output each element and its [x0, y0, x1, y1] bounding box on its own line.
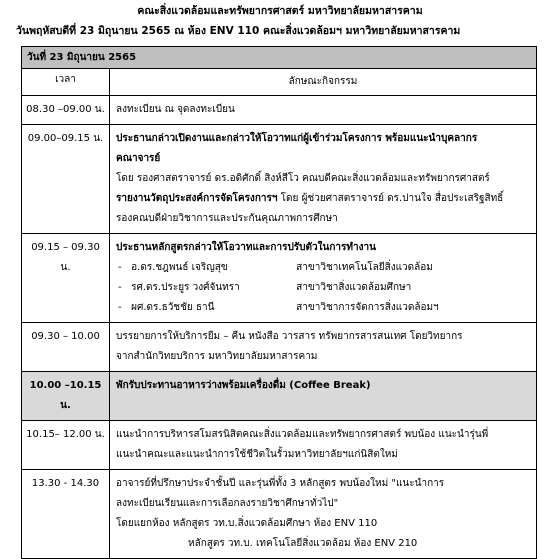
activity-cell [110, 125, 536, 233]
person-name: ผศ.ดร.ธวัชชัย ธานี [131, 302, 215, 313]
schedule-table [21, 46, 537, 559]
activity-line: จากสำนักวิทยบริการ มหาวิทยาลัยมหาสารคาม [116, 351, 318, 362]
time-cell: 13.30 - 14.30 [22, 470, 110, 558]
activity-line: โดย รองศาสตราจารย์ ดร.อดิศักดิ์ สิงห์สีโว คณบดีคณะสิ่งแวดล้อมและทรัพยากรศาสตร์ [116, 173, 490, 184]
activity-line: พักรับประทานอาหารว่างพร้อมเครื่องดื่ม (Coffee Break) [116, 380, 371, 391]
time-cell: 10.00 –10.15 น. [22, 372, 110, 420]
document-header-line-2: วันพฤหัสบดีที่ 23 มิถุนายน 2565 ณ ห้อง ENV 110 คณะสิ่งแวดล้อมฯ มหาวิทยาลัยมหาสารคาม [16, 25, 461, 37]
time-cell: 09.15 – 09.30 น. [22, 234, 110, 322]
activity-cell [110, 421, 536, 469]
time-cell: 09.30 – 10.00 [22, 323, 110, 371]
table-row [22, 323, 536, 372]
activity-line: บรรยายการให้บริการยืม – คืน หนังสือ วารสาร ทรัพยากรสารสนเทศ โดยวิทยากร [116, 331, 463, 342]
person-role: สาขาวิชาการจัดการสิ่งแวดล้อมฯ [296, 302, 439, 313]
activity-line: ลงทะเบียนเรียนและการเลือกลงรายวิชาศึกษาทั่วไป" [116, 498, 339, 509]
activity-text: โดย ผู้ช่วยศาสตราจารย์ ดร.ปานใจ สื่อประเสริฐสิทธิ์ [277, 193, 504, 204]
activity-line: รองคณบดีฝ่ายวิชาการและประกันคุณภาพการศึกษา [116, 213, 338, 224]
activity-line: หลักสูตร วท.บ. เทคโนโลยีสิ่งแวดล้อม ห้อง ENV 210 [188, 538, 418, 549]
activity-line: แนะนำคณะและแนะนำการใช้ชีวิตในรั้วมหาวิทยาลัยฯแก่นิสิตใหม่ [116, 449, 398, 460]
activity-line: คณาจารย์ [116, 153, 161, 164]
activity-bold-text: รายงานวัตถุประสงค์การจัดโครงการฯ [116, 193, 278, 204]
time-cell: 09.00–09.15 น. [22, 125, 110, 233]
person-role: สาขาวิชาเทคโนโลยีสิ่งแวดล้อม [296, 262, 433, 273]
table-row [22, 125, 536, 234]
activity-cell [110, 470, 536, 558]
list-item: - รศ.ดร.ประยูร วงศ์จันทรา สาขาวิชาสิ่งแวดล้อมศึกษา [116, 278, 530, 298]
day-heading: วันที่ 23 มิถุนายน 2565 [22, 47, 536, 69]
time-cell: 10.15– 12.00 น. [22, 421, 110, 469]
table-row [22, 96, 536, 125]
table-row [22, 421, 536, 470]
table-row [22, 372, 536, 421]
time-column-header: เวลา [22, 69, 110, 95]
activity-cell [110, 234, 536, 322]
activity-line [116, 189, 530, 209]
activity-line: อาจารย์ที่ปรึกษาประจำชั้นปี และรุ่นพี่ทั้ง 3 หลักสูตร พบน้องใหม่ "แนะนำการ [116, 478, 445, 489]
activity-line: แนะนำการบริหารสโมสรนิสิตคณะสิ่งแวดล้อมและทรัพยากรศาสตร์ พบน้อง แนะนำรุ่นพี่ [116, 429, 489, 440]
time-cell: 08.30 –09.00 น. [22, 96, 110, 124]
activity-line: ประธานกล่าวเปิดงานและกล่าวให้โอวาทแก่ผู้เข้าร่วมโครงการ พร้อมแนะนำบุคลากร [116, 133, 478, 144]
list-item: - ผศ.ดร.ธวัชชัย ธานี สาขาวิชาการจัดการสิ่งแวดล้อมฯ [116, 298, 530, 318]
list-item: - อ.ดร.ชฎพนธ์ เจริญสุข สาขาวิชาเทคโนโลยีสิ่งแวดล้อม [116, 258, 530, 278]
activity-column-header: ลักษณะกิจกรรม [288, 76, 358, 87]
person-name: รศ.ดร.ประยูร วงศ์จันทรา [131, 282, 240, 293]
column-header-row [22, 69, 536, 96]
activity-cell [110, 96, 536, 124]
activity-cell [110, 323, 536, 371]
activity-line: โดยแยกห้อง หลักสูตร วท.บ.สิ่งแวดล้อมศึกษา ห้อง ENV 110 [116, 518, 378, 529]
activity-line: ลงทะเบียน ณ จุดลงทะเบียน [116, 104, 235, 115]
person-name: อ.ดร.ชฎพนธ์ เจริญสุข [131, 262, 228, 273]
table-row [22, 234, 536, 323]
activity-cell [110, 372, 536, 420]
activity-line: ประธานหลักสูตรกล่าวให้โอวาทและการปรับตัวในการทำงาน [116, 242, 376, 253]
table-row [22, 470, 536, 559]
person-role: สาขาวิชาสิ่งแวดล้อมศึกษา [296, 282, 412, 293]
document-header-line-1: คณะสิ่งแวดล้อมและทรัพยากรศาสตร์ มหาวิทยาลัยมหาสารคาม [137, 5, 423, 17]
